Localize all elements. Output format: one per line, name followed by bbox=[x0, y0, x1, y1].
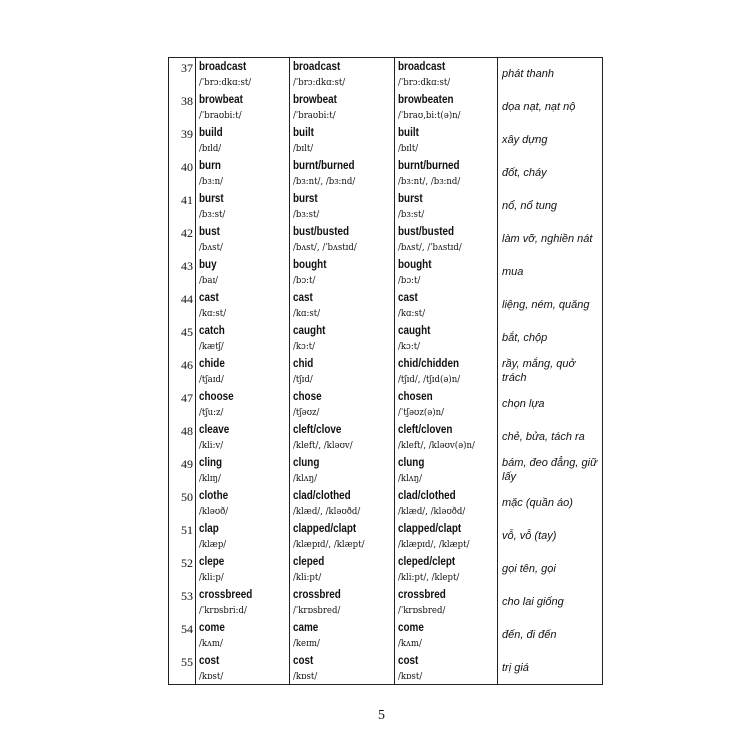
base-form-word: bust bbox=[199, 225, 220, 238]
past-participle-word: browbeaten bbox=[398, 93, 454, 106]
past-participle-pronunciation: /ˈbraʊ,bi:t(ə)n/ bbox=[398, 109, 461, 121]
meaning-cell: xây dựng bbox=[498, 124, 603, 157]
past-participle-pronunciation: /kʌm/ bbox=[398, 637, 422, 649]
past-participle-cell bbox=[395, 586, 498, 619]
past-simple-pronunciation: /klʌŋ/ bbox=[293, 472, 318, 484]
base-form-word: build bbox=[199, 126, 223, 139]
base-form-cell bbox=[196, 421, 290, 454]
verb-row bbox=[169, 553, 603, 586]
base-form-word: clepe bbox=[199, 555, 225, 568]
base-form-pronunciation: /ˈbrɔ:dkɑ:st/ bbox=[199, 77, 252, 88]
past-simple-cell bbox=[290, 388, 395, 421]
past-participle-pronunciation: /ˈbrɔ:dkɑ:st/ bbox=[398, 77, 451, 88]
base-form-cell bbox=[196, 58, 290, 91]
past-participle-pronunciation: /bɜ:st/ bbox=[398, 208, 425, 220]
verb-table-body bbox=[169, 58, 603, 685]
past-participle-pronunciation: /kɑ:st/ bbox=[398, 307, 426, 319]
past-simple-pronunciation: /tʃɪd/ bbox=[293, 373, 313, 385]
base-form-pronunciation: /bɜ:st/ bbox=[199, 208, 226, 220]
base-form-pronunciation: /bʌst/ bbox=[199, 241, 223, 253]
past-participle-cell bbox=[395, 322, 498, 355]
past-participle-word: bought bbox=[398, 258, 432, 271]
past-participle-pronunciation: /ˈkrɒsbred/ bbox=[398, 604, 446, 616]
verb-row bbox=[169, 388, 603, 421]
past-simple-cell bbox=[290, 586, 395, 619]
base-form-pronunciation: /tʃu:z/ bbox=[199, 406, 224, 418]
verb-row bbox=[169, 124, 603, 157]
base-form-word: browbeat bbox=[199, 93, 243, 106]
base-form-pronunciation: /kɒst/ bbox=[199, 670, 224, 682]
past-participle-word: chosen bbox=[398, 390, 433, 403]
base-form-word: crossbreed bbox=[199, 588, 253, 601]
past-simple-word: broadcast bbox=[293, 61, 341, 73]
meaning-cell: trị giá bbox=[498, 652, 603, 685]
past-simple-pronunciation: /tʃəʊz/ bbox=[293, 406, 320, 418]
past-participle-pronunciation: /bɔ:t/ bbox=[398, 274, 421, 286]
base-form-pronunciation: /kləʊð/ bbox=[199, 505, 229, 517]
past-participle-cell bbox=[395, 421, 498, 454]
verb-row bbox=[169, 91, 603, 124]
verb-row bbox=[169, 421, 603, 454]
past-simple-word: bust/busted bbox=[293, 225, 350, 238]
row-number: 50 bbox=[169, 487, 196, 520]
past-simple-word: crossbred bbox=[293, 588, 341, 601]
past-simple-cell bbox=[290, 190, 395, 223]
past-simple-pronunciation: /kleft/, /kləʊv/ bbox=[293, 439, 353, 451]
past-participle-cell bbox=[395, 223, 498, 256]
past-simple-word: came bbox=[293, 621, 319, 634]
meaning-cell: rầy, mắng, quở trách bbox=[498, 355, 603, 388]
meaning-cell: liệng, ném, quăng bbox=[498, 289, 603, 322]
past-simple-word: cost bbox=[293, 654, 314, 667]
meaning-cell: dọa nạt, nạt nộ bbox=[498, 91, 603, 124]
verb-row bbox=[169, 190, 603, 223]
verb-row bbox=[169, 487, 603, 520]
row-number: 53 bbox=[169, 586, 196, 619]
meaning-cell: chọn lựa bbox=[498, 388, 603, 421]
past-participle-pronunciation: /kɒst/ bbox=[398, 670, 423, 682]
past-simple-pronunciation: /kɔ:t/ bbox=[293, 340, 316, 352]
past-simple-pronunciation: /kɒst/ bbox=[293, 670, 318, 682]
verb-row bbox=[169, 652, 603, 685]
past-participle-word: burnt/burned bbox=[398, 159, 460, 172]
past-simple-cell bbox=[290, 487, 395, 520]
verb-row bbox=[169, 223, 603, 256]
past-simple-cell bbox=[290, 421, 395, 454]
past-simple-word: cleped bbox=[293, 555, 325, 568]
row-number: 38 bbox=[169, 91, 196, 124]
base-form-cell bbox=[196, 157, 290, 190]
past-participle-pronunciation: /tʃɪd/, /tʃɪd(ə)n/ bbox=[398, 373, 461, 385]
past-simple-word: browbeat bbox=[293, 93, 337, 106]
meaning-cell: gọi tên, gọi bbox=[498, 553, 603, 586]
past-participle-cell bbox=[395, 190, 498, 223]
past-participle-cell bbox=[395, 91, 498, 124]
past-simple-word: burst bbox=[293, 192, 318, 205]
past-simple-word: clung bbox=[293, 456, 320, 469]
row-number: 48 bbox=[169, 421, 196, 454]
past-participle-pronunciation: /klæd/, /kləʊðd/ bbox=[398, 505, 466, 517]
row-number: 52 bbox=[169, 553, 196, 586]
past-simple-cell bbox=[290, 355, 395, 388]
row-number: 46 bbox=[169, 355, 196, 388]
row-number: 44 bbox=[169, 289, 196, 322]
meaning-cell: làm vỡ, nghiền nát bbox=[498, 223, 603, 256]
base-form-cell bbox=[196, 289, 290, 322]
row-number: 39 bbox=[169, 124, 196, 157]
meaning-cell: chẻ, bửa, tách ra bbox=[498, 421, 603, 454]
base-form-cell bbox=[196, 355, 290, 388]
past-simple-word: burnt/burned bbox=[293, 159, 355, 172]
meaning-cell: vỗ, vỗ (tay) bbox=[498, 520, 603, 553]
meaning-cell: mặc (quần áo) bbox=[498, 487, 603, 520]
base-form-cell bbox=[196, 520, 290, 553]
base-form-word: choose bbox=[199, 390, 234, 403]
row-number: 40 bbox=[169, 157, 196, 190]
base-form-word: cleave bbox=[199, 423, 230, 436]
past-participle-word: built bbox=[398, 126, 419, 139]
base-form-pronunciation: /kætʃ/ bbox=[199, 340, 224, 352]
past-participle-cell bbox=[395, 289, 498, 322]
past-simple-pronunciation: /klæpɪd/, /klæpt/ bbox=[293, 538, 365, 550]
past-participle-cell bbox=[395, 520, 498, 553]
past-simple-pronunciation: /ˈkrɒsbred/ bbox=[293, 604, 341, 616]
past-participle-word: burst bbox=[398, 192, 423, 205]
verb-table bbox=[168, 57, 603, 685]
past-participle-cell bbox=[395, 355, 498, 388]
past-participle-word: bust/busted bbox=[398, 225, 455, 238]
meaning-cell: bám, đeo đẳng, giữ lấy bbox=[498, 454, 603, 487]
past-simple-cell bbox=[290, 619, 395, 652]
base-form-cell bbox=[196, 487, 290, 520]
past-participle-word: cleft/cloven bbox=[398, 423, 453, 436]
verb-row bbox=[169, 289, 603, 322]
verb-row bbox=[169, 520, 603, 553]
past-participle-cell bbox=[395, 256, 498, 289]
meaning-cell: đốt, cháy bbox=[498, 157, 603, 190]
base-form-pronunciation: /klɪŋ/ bbox=[199, 472, 221, 484]
base-form-word: broadcast bbox=[199, 61, 247, 73]
meaning-cell: bắt, chộp bbox=[498, 322, 603, 355]
past-participle-word: clapped/clapt bbox=[398, 522, 462, 535]
past-simple-cell bbox=[290, 91, 395, 124]
past-participle-pronunciation: /bɪlt/ bbox=[398, 142, 419, 154]
past-participle-pronunciation: /kleft/, /kləʊv(ə)n/ bbox=[398, 439, 475, 451]
past-simple-pronunciation: /bɜ:st/ bbox=[293, 208, 320, 220]
past-participle-word: cleped/clept bbox=[398, 555, 456, 568]
base-form-word: cast bbox=[199, 291, 219, 304]
verb-row bbox=[169, 355, 603, 388]
past-simple-word: cast bbox=[293, 291, 313, 304]
base-form-cell bbox=[196, 586, 290, 619]
verb-row bbox=[169, 157, 603, 190]
verb-row bbox=[169, 322, 603, 355]
base-form-cell bbox=[196, 553, 290, 586]
past-participle-word: crossbred bbox=[398, 588, 446, 601]
base-form-cell bbox=[196, 652, 290, 685]
base-form-pronunciation: /baɪ/ bbox=[199, 274, 219, 286]
past-simple-word: chose bbox=[293, 390, 322, 403]
base-form-cell bbox=[196, 256, 290, 289]
base-form-word: burn bbox=[199, 159, 221, 172]
past-participle-cell bbox=[395, 454, 498, 487]
past-simple-pronunciation: /keɪm/ bbox=[293, 637, 320, 649]
past-simple-cell bbox=[290, 454, 395, 487]
base-form-cell bbox=[196, 454, 290, 487]
base-form-pronunciation: /bɜ:n/ bbox=[199, 175, 223, 187]
past-participle-cell bbox=[395, 58, 498, 91]
past-participle-cell bbox=[395, 124, 498, 157]
base-form-pronunciation: /kʌm/ bbox=[199, 637, 223, 649]
past-participle-pronunciation: /klʌŋ/ bbox=[398, 472, 423, 484]
past-simple-cell bbox=[290, 256, 395, 289]
past-simple-pronunciation: /bɪlt/ bbox=[293, 142, 314, 154]
row-number: 49 bbox=[169, 454, 196, 487]
verb-row bbox=[169, 58, 603, 91]
base-form-word: clap bbox=[199, 522, 219, 535]
base-form-cell bbox=[196, 91, 290, 124]
base-form-pronunciation: /bɪld/ bbox=[199, 142, 222, 154]
past-participle-cell bbox=[395, 157, 498, 190]
row-number: 45 bbox=[169, 322, 196, 355]
verb-row bbox=[169, 454, 603, 487]
base-form-word: burst bbox=[199, 192, 224, 205]
row-number: 51 bbox=[169, 520, 196, 553]
base-form-pronunciation: /kɑ:st/ bbox=[199, 307, 227, 319]
meaning-cell: phát thanh bbox=[498, 58, 603, 91]
base-form-cell bbox=[196, 322, 290, 355]
past-simple-word: clad/clothed bbox=[293, 489, 351, 502]
past-participle-pronunciation: /ˈtʃəʊz(ə)n/ bbox=[398, 406, 444, 418]
meaning-cell: nổ, nổ tung bbox=[498, 190, 603, 223]
past-simple-cell bbox=[290, 652, 395, 685]
past-participle-word: cost bbox=[398, 654, 419, 667]
past-participle-word: broadcast bbox=[398, 61, 446, 73]
row-number: 37 bbox=[169, 58, 196, 91]
past-simple-word: chid bbox=[293, 357, 314, 370]
base-form-word: catch bbox=[199, 324, 225, 337]
past-participle-word: caught bbox=[398, 324, 431, 337]
base-form-word: chide bbox=[199, 357, 225, 370]
base-form-cell bbox=[196, 190, 290, 223]
base-form-word: cling bbox=[199, 456, 223, 469]
base-form-cell bbox=[196, 223, 290, 256]
verb-row bbox=[169, 256, 603, 289]
past-participle-cell bbox=[395, 487, 498, 520]
row-number: 55 bbox=[169, 652, 196, 685]
meaning-cell: mua bbox=[498, 256, 603, 289]
past-simple-pronunciation: /kli:pt/ bbox=[293, 571, 322, 583]
verb-row bbox=[169, 586, 603, 619]
past-participle-pronunciation: /bʌst/, /ˈbʌstɪd/ bbox=[398, 241, 462, 253]
base-form-pronunciation: /ˈbraʊbi:t/ bbox=[199, 109, 242, 121]
base-form-cell bbox=[196, 124, 290, 157]
past-simple-cell bbox=[290, 223, 395, 256]
base-form-pronunciation: /ˈkrɒsbri:d/ bbox=[199, 604, 247, 616]
past-participle-cell bbox=[395, 388, 498, 421]
base-form-pronunciation: /kli:p/ bbox=[199, 571, 224, 583]
base-form-cell bbox=[196, 619, 290, 652]
past-simple-cell bbox=[290, 520, 395, 553]
past-participle-pronunciation: /kɔ:t/ bbox=[398, 340, 421, 352]
past-participle-word: clung bbox=[398, 456, 425, 469]
past-simple-cell bbox=[290, 289, 395, 322]
base-form-word: clothe bbox=[199, 489, 229, 502]
past-simple-cell bbox=[290, 553, 395, 586]
past-participle-word: chid/chidden bbox=[398, 357, 459, 370]
past-simple-pronunciation: /bʌst/, /ˈbʌstɪd/ bbox=[293, 241, 357, 253]
base-form-cell bbox=[196, 388, 290, 421]
past-simple-pronunciation: /kɑ:st/ bbox=[293, 307, 321, 319]
past-participle-pronunciation: /kli:pt/, /klept/ bbox=[398, 571, 460, 583]
base-form-pronunciation: /kli:v/ bbox=[199, 439, 224, 451]
past-participle-cell bbox=[395, 619, 498, 652]
past-simple-word: cleft/clove bbox=[293, 423, 342, 436]
past-simple-cell bbox=[290, 124, 395, 157]
base-form-word: come bbox=[199, 621, 225, 634]
meaning-cell: cho lai giống bbox=[498, 586, 603, 619]
base-form-pronunciation: /klæp/ bbox=[199, 538, 227, 550]
base-form-word: cost bbox=[199, 654, 220, 667]
row-number: 42 bbox=[169, 223, 196, 256]
past-simple-cell bbox=[290, 157, 395, 190]
verb-row bbox=[169, 619, 603, 652]
past-simple-word: built bbox=[293, 126, 314, 139]
past-simple-pronunciation: /ˈbraʊbi:t/ bbox=[293, 109, 336, 121]
past-participle-pronunciation: /klæpɪd/, /klæpt/ bbox=[398, 538, 470, 550]
past-simple-pronunciation: /klæd/, /kləʊðd/ bbox=[293, 505, 361, 517]
meaning-cell: đến, đi đến bbox=[498, 619, 603, 652]
row-number: 41 bbox=[169, 190, 196, 223]
base-form-pronunciation: /tʃaɪd/ bbox=[199, 373, 224, 385]
past-simple-word: clapped/clapt bbox=[293, 522, 357, 535]
past-participle-cell bbox=[395, 652, 498, 685]
past-simple-cell bbox=[290, 322, 395, 355]
past-simple-word: bought bbox=[293, 258, 327, 271]
past-simple-pronunciation: /bɔ:t/ bbox=[293, 274, 316, 286]
row-number: 54 bbox=[169, 619, 196, 652]
row-number: 43 bbox=[169, 256, 196, 289]
row-number: 47 bbox=[169, 388, 196, 421]
past-participle-word: cast bbox=[398, 291, 418, 304]
past-participle-word: come bbox=[398, 621, 424, 634]
past-simple-word: caught bbox=[293, 324, 326, 337]
page-number: 5 bbox=[378, 708, 385, 723]
past-simple-pronunciation: /bɜ:nt/, /bɜ:nd/ bbox=[293, 175, 356, 187]
past-participle-cell bbox=[395, 553, 498, 586]
base-form-word: buy bbox=[199, 258, 217, 271]
past-participle-word: clad/clothed bbox=[398, 489, 456, 502]
past-simple-pronunciation: /ˈbrɔ:dkɑ:st/ bbox=[293, 77, 346, 88]
past-simple-cell bbox=[290, 58, 395, 91]
past-participle-pronunciation: /bɜ:nt/, /bɜ:nd/ bbox=[398, 175, 461, 187]
